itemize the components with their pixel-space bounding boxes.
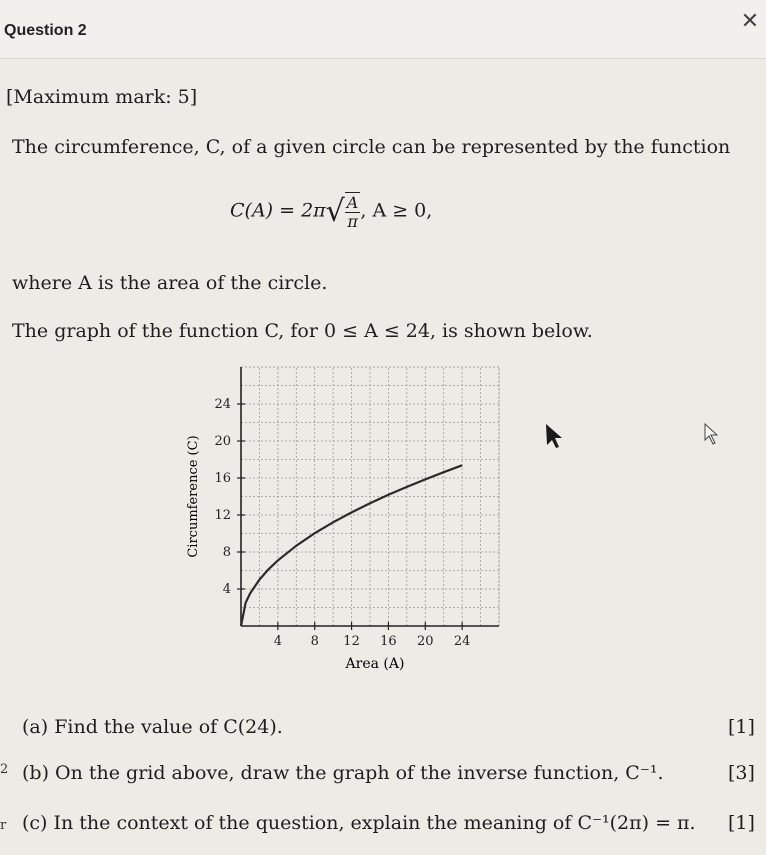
part-b-text: (b) On the grid above, draw the graph of the inverse function, C⁻¹. — [22, 762, 664, 784]
part-b-marks: [3] — [728, 762, 755, 784]
y-tick-label: 20 — [214, 434, 231, 449]
y-tick-label: 4 — [222, 582, 231, 597]
question-title: Question 2 — [4, 22, 87, 39]
y-tick-label: 24 — [214, 397, 231, 412]
x-tick-label: 24 — [453, 634, 471, 649]
y-tick-label: 12 — [214, 508, 231, 523]
edge-mark: 2 — [0, 762, 9, 777]
part-a-marks: [1] — [728, 716, 755, 738]
x-tick-label: 20 — [417, 634, 434, 649]
x-tick-label: 4 — [273, 634, 282, 649]
formula-lhs: C(A) = 2π — [230, 199, 326, 222]
chart-grid — [241, 367, 499, 626]
x-tick-label: 8 — [310, 634, 319, 649]
arrow-cursor-icon — [546, 424, 562, 448]
x-axis-label: Area (A) — [345, 656, 405, 672]
y-tick-label: 8 — [222, 545, 231, 560]
chart-axes — [237, 367, 499, 630]
x-tick-labels — [274, 634, 471, 649]
y-tick-labels — [214, 397, 231, 597]
part-a-text: (a) Find the value of C(24). — [22, 716, 283, 738]
sqrt-icon: √ — [325, 194, 345, 229]
where-text: where A is the area of the circle. — [12, 272, 328, 294]
y-axis-label: Circumference (C) — [186, 435, 201, 558]
part-c-marks: [1] — [728, 812, 755, 834]
close-icon[interactable]: ✕ — [740, 9, 760, 34]
edge-mark: r — [0, 818, 7, 833]
y-tick-label: 16 — [214, 471, 231, 486]
x-tick-label: 16 — [380, 634, 397, 649]
formula-fraction: $\frac{A}{\pi}$ — [346, 193, 359, 231]
x-tick-label: 12 — [343, 634, 360, 649]
question-intro: The circumference, C, of a given circle can be represented by the function — [12, 136, 731, 158]
maximum-mark: [Maximum mark: 5] — [6, 86, 198, 108]
part-c-text: (c) In the context of the question, explain the meaning of C⁻¹(2π) = π. — [22, 812, 696, 834]
formula-condition: , A ≥ 0, — [360, 199, 433, 222]
graph-intro: The graph of the function C, for 0 ≤ A ≤ 24, is shown below. — [12, 320, 593, 342]
outline-cursor-icon — [705, 424, 717, 444]
